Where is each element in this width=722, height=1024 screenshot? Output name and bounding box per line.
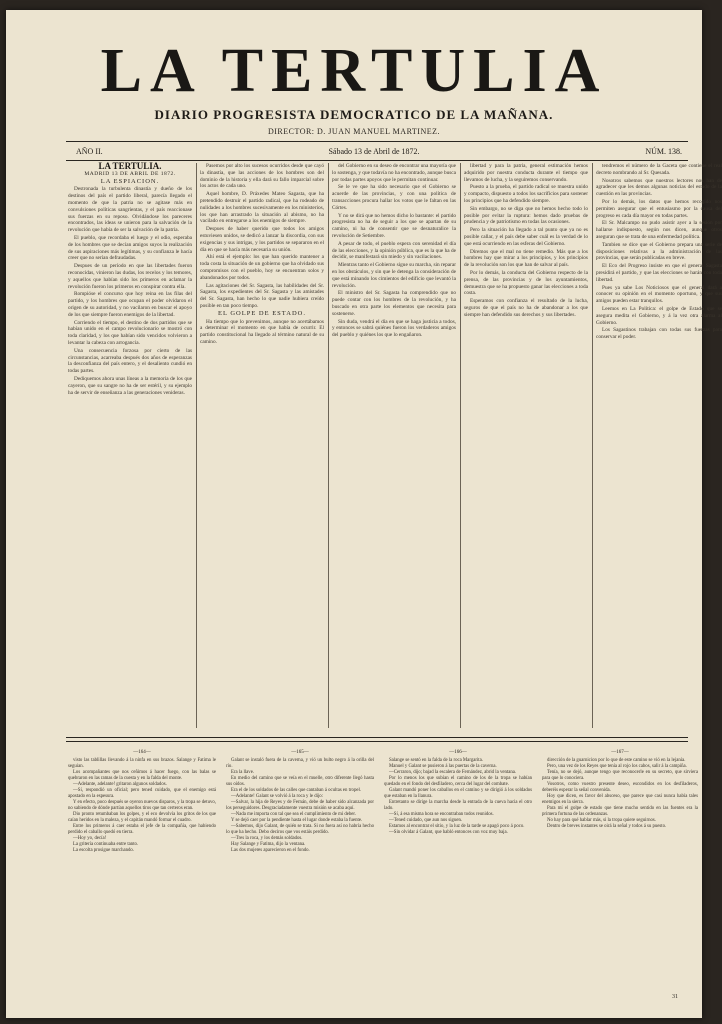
masthead-subtitle: DIARIO PROGRESISTA DEMOCRATICO DE LA MAÑANA.: [154, 107, 554, 122]
masthead-title: LA TERTULIA: [100, 37, 608, 105]
column-separator: [196, 163, 197, 728]
newspaper-page: [6, 10, 722, 1018]
issue-date: Sábado 13 de Abril de 1872.: [328, 146, 420, 156]
folletin-column-2: —165— Galant se instaló fuera de la caverna, y vió un bulto negro á la orilla del río. Era la llave. En medio del camino que se veía en el muelle, otro diferente llegó hasta sus oídos. Era el de los soldados de las calles que cantaban á ocultas en tropel. —Adelante! Galant se volvió á la roca y le dijo: —Salvar, la hija de Reyes y de Fernán, debe de haber sido alcanzada por los perseguidores. Desgraciadamente vuestra misión se acaba aquí. —Nada me importa con tal que sea el cumplimiento de mi deber. Y se dejó caer por la pendiente hasta el lugar donde estaba la fuente. —Sabemos, dijo Galant, de quién se trata. Si no fuera así no habría hecho lo que ha hecho. Debo deciros que vos estáis perdido. —Tres la roca, y los demás soldados. Hay Salange y Fatima, dijo la ventana. Las dos mujeres aparecieron en el fondo.: [226, 750, 374, 853]
column-separator: [328, 163, 329, 728]
article-column-5: tendremos el número de la Gaceta que contiene el real decreto nombrando al Sr. Quesada. Nosotros sabemos que nuestros lectores nos han de agradecer que les demos algunas noticias del estado de la cuestión en las provincias. Por lo demás, los datos que hemos recogido nos permiten asegurar que el entusiasmo por la causa del progreso es cada día mayor en todas partes. El Sr. Malcampo no pudo asistir ayer a la sesión por hallarse indispuesto, según nos dicen, aunque otros aseguran que se trata de una enfermedad política. Tambien se dice que el Gobierno prepara una serie de disposiciones relativas a la administración de las provincias, que serán publicadas en breve. El Eco del Progreso insiste en que el general Sagasta presidirá el partido, y que las elecciones se harán con toda libertad. Pues ya sabe Los Noticiosos que el general dará a conocer su opinión en el momento oportuno, y que sus amigos pueden estar tranquilos. Leemos en La Política: el golpe de Estado que se asegura medita el Gobierno, y á la vez otra alarma al Gobierno. Los Sagastinos trabajan con todas sus fuerzas para conservar el poder.: [596, 163, 722, 341]
article-column-4: libertad y para la patria, general estimación hemos adquirido por nuestra conducta durante el tiempo que llevamos de lucha, y la seguiremos conservando. Puesto a la prueba, el partido radical se muestra unido y compacto, dispuesto a todos los sacrificios para sostener los principios que ha defendido siempre. Sin embargo, no se diga que no hemos hecho todo lo posible por evitar la ruptura: hemos dado pruebas de prudencia y de patriotismo en todas las ocasiones. Pero la situación ha llegado a tal punto que ya no es posible callar, y el país debe saber cuál es la verdad de lo que está ocurriendo en las esferas del Gobierno. Diremos que el mal no tiene remedio. Más que a los hombres hay que mirar a los principios, y los principios de la revolución son los que han de salvar al país. Por lo demás, la conducta del Gobierno respecto de la prensa, de las provincias y de los ayuntamientos, demuestra que se ha propuesto ganar las elecciones a toda costa. Esperamos con confianza el resultado de la lucha, seguros de que el país no ha de abandonar a los que siempre han defendido sus derechos y sus libertades.: [464, 163, 588, 318]
issue-year: AÑO II.: [76, 146, 103, 156]
article-columns: [68, 161, 722, 728]
section-title-espiacion: LA ESPIACION.: [100, 177, 160, 185]
article-column-1: LA TERTULIA. MADRID 13 DE ABRIL DE 1872. LA ESPIACION. Destronada la turbulenta dinastía y dueño de los destinos del país el partido liberal, parecía llegado el momento de que la patria no se agitase más en convulsiones políticas sangrientas, y el país reaccionase sus fuerzas en su reposo. Olvidándose los pareceres encontrados, las ideas se unieron para la salvación de la revolución que había de ser la salvación de la patria. El pueblo, que recordaba el luego y el odio, esperaba de los hombres que se decían amigos suyos la realización de sus aspiraciones más legítimas, y su confianza le hacía creer que no serían defraudadas. Despues de un período en que las libertades fueron reconocidas, vinieron las dudas, los recelos y los temores, y aquellos que habían sido los primeros en aclamar la revolución fueron los primeros en conspirar contra ella. Rompióse el concurso que hoy reina en las filas del partido, y los hombres que ocupan el poder olvidaron el origen de su autoridad, y no vacilaron en buscar el apoyo de los que siempre fueron enemigos de la libertad. Corriendo el tiempo, el destino de dos partidos que se habían unido en el campo revolucionario se mostró con toda claridad, y los que habían sido vencidos volvieron a levantar la cabeza con arrogancia. Una consecuencia forzosa por cierto de las circunstancias, acarreaba después dos años de esperanzas la desconfianza del país entero, y el desaliento cundió en todas partes. Dediquemos ahora unas líneas a la memoria de los que cayeron, que su sangre no ha de ser estéril, y su ejemplo ha de servir de enseñanza a las generaciones venideras.: [68, 161, 192, 396]
column-separator: [460, 163, 461, 728]
masthead-director: DIRECTOR: D. JUAN MANUEL MARTINEZ.: [267, 127, 441, 136]
folletin-section: [68, 750, 698, 1010]
folletin-page-number: —165—: [291, 750, 309, 755]
folletin-column-1: —164— visto las tablillas llevando á la ninfa en sus brazos. Salange y Fatima le seguian. Los acompañantes que nos ceñimos á hacer fuego, con las balas se quebraron en las ramas de la cuesta y en la falda del monte. —Adelante, adelante! gritaron algunos soldados. —Sí, respondió un oficial; pero tened cuidado, que el enemigo está apostado en la espesura. Y en efecto, poco después se oyeron nuevos disparos, y la tropa se detuvo, no sabiendo de dónde partían aquellos tiros que tan certeros eran. Dio pronto retumbaban los golpes, y el eco devolvía los gritos de los que caían heridos en la maleza, y el capitán mandó formar el cuadro. Entre los primeros á caer estaba el jefe de la compañía, que habiendo perdido el caballo quedó en tierra. —Hoy yo, decía! La gritería continuaba entre tanto. La escolta prosigue marchando.: [68, 750, 216, 853]
folletin-rule: [66, 737, 688, 738]
info-bar: [76, 144, 682, 158]
lead-heading: LA TERTULIA.: [98, 161, 162, 171]
page-corner-number: 31: [672, 994, 678, 1000]
article-column-2: Pasemos por alto los sucesos ocurridos desde que cayó la dinastía, que las acciones de los hombres son del dominio de la historia y ella dará su fallo imparcial sobre los actos de cada uno. Aquel hombre, D. Práxedes Mateo Sagasta, que ha pretendido destruir el partido radical, que ha rodeado de nulidades a los hombres sucesivamente en los ministerios, los que han arrastrado la situación al abismo, no ha vacilado en entregarse a los enemigos de siempre. Despues de haber querido que todos los amigos estuviesen unidos, se dedicó a lanzar la discordia, con sus exigencias y sus intrigas, y los partidos se separaron en el día en que se hacía más necesaria su unión. Ahí está el ejemplo: los que han querido mantener a toda costa la situación de un gobierno que ha olvidado sus compromisos con el pueblo, hoy se encuentran solos y abandonados por todos. Las agitaciones del Sr. Sagasta, las habilidades del Sr. Sagasta, los expedientes del Sr. Sagasta y las amistades del Sr. Sagasta, han hecho lo que nadie hubiera creído posible en tan poco tiempo. EL GOLPE DE ESTADO. Ha tiempo que lo prevenimos, aunque no acertábamos a determinar el momento en que había de ocurrir. El partido constitucional ha llegado al término natural de su camino.: [200, 163, 324, 345]
issue-number: NÚM. 138.: [645, 146, 682, 156]
column-separator: [592, 163, 593, 728]
section-title-golpe: EL GOLPE DE ESTADO.: [218, 309, 306, 317]
folletin-column-3: —166— Salange se sentó en la falda de la roca Margarita. Manuel y Galant se pusieron á las puertas de la caverna. —Cerraron, dijo; bajad la escalera de Fernández, abrid la ventana. Por lo menos los que subían el camino de los de la tropa se habían quedado en el fondo del desfiladero, cerca del lugar del combate. Galant mandó poner los caballos en el camino y se dirigió á los soldados que estaban en la llanura. Entretanto se dirige la marcha desde la entrada de la cueva hacia el otro lado. —Sí, á esa misma hora se encontraban todos reunidos. —Tened cuidado, que aun nos siguen. Estamos al encontrar el sitio, y la luz de la tarde se apagó poco á poco. —Sin olvidar á Galant, que habló entonces con voz muy baja.: [384, 750, 532, 835]
rule-top: [66, 141, 688, 142]
folletin-column-4: —167— dirección de la guarnicion por lo que de este camino se vió en la lejanía. Pero, una vez de los Reyes que tenía al rojo los cabos, salir á la campiña. Tenía, no se dejó, aunque tengo que reconocerle en su secreto, que sirviera para que lo conociera. Vosotros, como vuestro presente deseo, escondidos en los desfiladeros, deberéis esperar la señal convenida. Hoy que dicen, es favor del absceso, que parece que casi nunca había tales enemigos en la sierra. Para mí el golpe de estado que tiene mucho sentido en las fuentes era la primera fortuna de las ordenanzas. No hay para qué hablar más, si la tropa quiere seguirnos. Dentro de breves instantes se oirá la señal y todos á su puesto.: [542, 750, 698, 829]
folletin-page-number: —167—: [611, 750, 629, 755]
article-column-3: del Gobierno en su deseo de encontrar una mayoría que lo sostenga, y que todavía no ha encontrado, aunque busca por todas partes apoyos que le permitan continuar. Se le ve que ha sido necesario que el Gobierno se acuerde de las provincias, y con una política de transacciones procura hallar los votos que le faltan en las Córtes. Y no se dirá que no hemos dicho lo bastante: el partido progresista no ha de seguir a los que se apartan de su camino, ni ha de consentir que se desnaturalice la revolución de Setiembre. A pesar de todo, el pueblo espera con serenidad el día de las elecciones, y la opinión pública, que es la que ha de decidir, se manifestará sin miedo y sin vacilaciones. Mientras tanto el Gobierno sigue su marcha, sin reparar en los obstáculos, y sin que le detenga la consideración de que está minando los cimientos del edificio que levantó la revolución. El ministro del Sr. Sagasta ha comprendido que no puede contar con los hombres de la revolución, y ha buscado en otra parte los elementos que necesita para sostenerse. Sin duda, vendrá el día en que se haga justicia a todos, y entonces se sabrá quiénes fueron los verdaderos amigos del pueblo y quiénes los que lo engañaron.: [332, 163, 456, 339]
folletin-page-number: —166—: [449, 750, 467, 755]
folletin-rule: [66, 741, 688, 742]
folletin-page-number: —164—: [133, 750, 151, 755]
lead-dateline: MADRID 13 DE ABRIL DE 1872.: [84, 170, 176, 177]
